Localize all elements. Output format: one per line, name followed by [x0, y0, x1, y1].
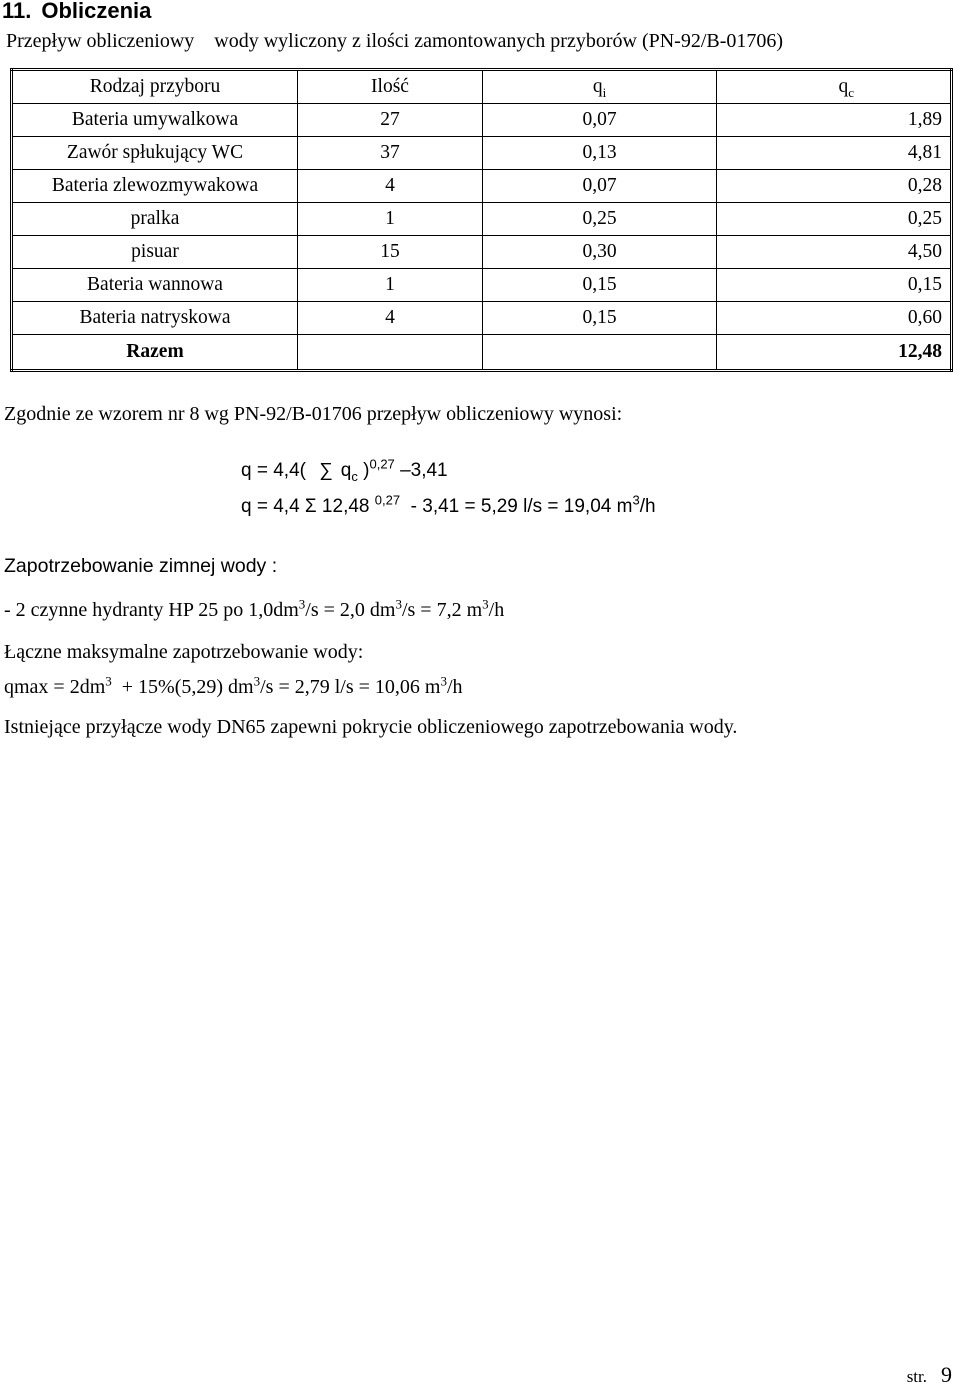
cell-quantity: 1 — [298, 203, 483, 236]
max-demand-heading: Łączne maksymalne zapotrzebowanie wody: — [4, 641, 364, 663]
cell-qi: 0,15 — [483, 269, 717, 302]
cell-qc: 0,25 — [717, 203, 952, 236]
formula-general: q = 4,4( ∑ $q_c$ )$^{0,27}$ –3,41 — [241, 456, 448, 484]
cell-qi: 0,13 — [483, 137, 717, 170]
cell-qc: 1,89 — [717, 104, 952, 137]
table-row — [12, 104, 952, 137]
cell-fixture-type: Bateria natryskowa — [12, 302, 298, 335]
page-footer — [907, 1362, 952, 1388]
cell-quantity: 4 — [298, 302, 483, 335]
table-row — [12, 137, 952, 170]
section-title: Obliczenia — [41, 0, 152, 23]
table-header-row — [12, 70, 952, 104]
total-value: 12,48 — [717, 335, 952, 371]
header-fixture-type: Rodzaj przyboru — [12, 70, 298, 104]
subtitle-part-a: Przepływ obliczeniowy — [6, 30, 195, 52]
table-row — [12, 170, 952, 203]
fixtures-table — [10, 68, 953, 372]
header-quantity: Ilość — [298, 70, 483, 104]
total-empty-cell — [483, 335, 717, 371]
cell-quantity: 4 — [298, 170, 483, 203]
cell-quantity: 15 — [298, 236, 483, 269]
table-row — [12, 203, 952, 236]
cell-qc: 4,81 — [717, 137, 952, 170]
cell-fixture-type: Bateria umywalkowa — [12, 104, 298, 137]
table-row — [12, 302, 952, 335]
subtitle-part-b: wody wyliczony z ilości zamontowanych przyborów (PN-92/B-01706) — [214, 30, 784, 52]
cell-quantity: 37 — [298, 137, 483, 170]
header-qi: $q_i$ — [483, 70, 717, 104]
hydrants-line: - 2 czynne hydranty HP 25 po $1,0dm^3/s = 2,0$ $dm^3/s = 7,2$ $m^3/h$ — [4, 596, 505, 621]
section-number: 11. — [2, 0, 32, 23]
total-empty-cell — [298, 335, 483, 371]
total-label: Razem — [12, 335, 298, 371]
cell-qi: 0,07 — [483, 170, 717, 203]
cell-fixture-type: Bateria wannowa — [12, 269, 298, 302]
table-total-row — [12, 335, 952, 371]
table-row — [12, 269, 952, 302]
cell-qc: 0,60 — [717, 302, 952, 335]
conclusion: Istniejące przyłącze wody DN65 zapewni pokrycie obliczeniowego zapotrzebowania wody. — [4, 716, 738, 738]
cell-qi: 0,30 — [483, 236, 717, 269]
cell-fixture-type: Zawór spłukujący WC — [12, 137, 298, 170]
formula-intro: Zgodnie ze wzorem nr 8 wg PN-92/B-01706 przepływ obliczeniowy wynosi: — [4, 403, 623, 425]
page-number: 9 — [941, 1362, 952, 1387]
cold-water-heading: Zapotrzebowanie zimnej wody : — [4, 555, 278, 577]
qmax-line: $qmax = 2dm^3 + 15\%(5,29) dm^3/s = 2,79$ l/s = 10,06 $m^3/h$ — [4, 673, 463, 698]
header-qc: $q_c$ — [717, 70, 952, 104]
formula-calculated: q = 4,4 Σ 12,48 $^{0,27}$ - 3,41 = 5,29 l/s = 19,04 $m^3/h$ — [241, 492, 656, 517]
cell-qi: 0,07 — [483, 104, 717, 137]
cell-quantity: 1 — [298, 269, 483, 302]
page-label: str. — [906, 1367, 927, 1386]
cell-fixture-type: pisuar — [12, 236, 298, 269]
cell-qc: 0,15 — [717, 269, 952, 302]
cell-fixture-type: pralka — [12, 203, 298, 236]
cell-fixture-type: Bateria zlewozmywakowa — [12, 170, 298, 203]
cell-qc: 0,28 — [717, 170, 952, 203]
cell-qi: 0,25 — [483, 203, 717, 236]
cell-quantity: 27 — [298, 104, 483, 137]
section-heading — [2, 0, 151, 24]
cell-qc: 4,50 — [717, 236, 952, 269]
table-row — [12, 236, 952, 269]
cell-qi: 0,15 — [483, 302, 717, 335]
section-subtitle — [6, 30, 783, 53]
